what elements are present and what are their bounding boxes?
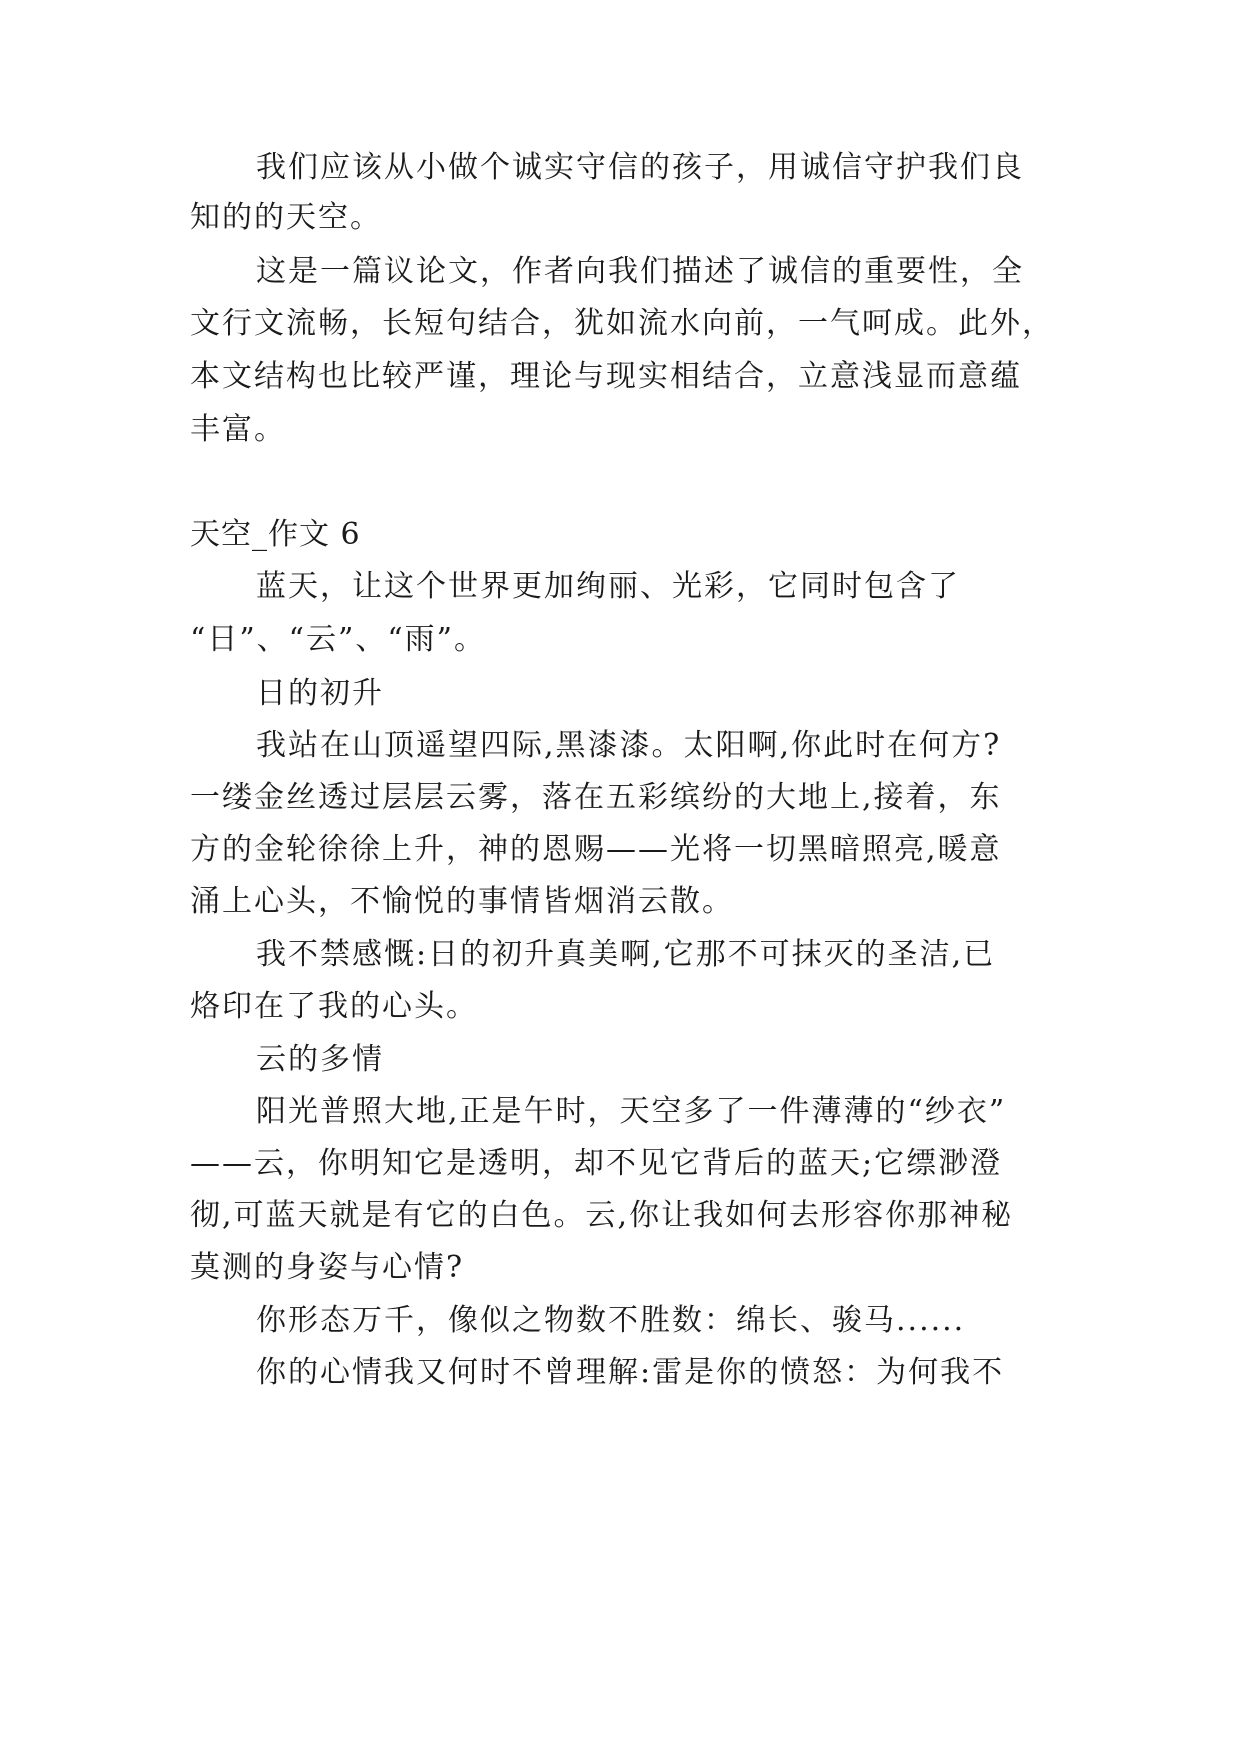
paragraph-line: 丰富。 [190,412,286,447]
paragraph-line: 阳光普照大地,正是午时，天空多了一件薄薄的“纱衣” [256,1094,1007,1129]
paragraph-line: 知的的天空。 [190,200,382,235]
paragraph-line: 烙印在了我的心头。 [190,989,478,1024]
paragraph-line: 彻,可蓝天就是有它的白色。云,你让我如何去形容你那神秘 [190,1198,1014,1233]
paragraph-line: 一缕金丝透过层层云雾，落在五彩缤纷的大地上,接着，东 [190,780,1002,815]
paragraph-line: 本文结构也比较严谨，理论与现实相结合，立意浅显而意蕴 [190,359,1022,394]
paragraph-line: 我站在山顶遥望四际,黑漆漆。太阳啊,你此时在何方? [256,728,1002,763]
paragraph-line: 蓝天，让这个世界更加绚丽、光彩，它同时包含了 [256,569,960,604]
paragraph-line: 我不禁感慨:日的初升真美啊,它那不可抹灭的圣洁,已 [256,937,996,972]
paragraph-line: 涌上心头，不愉悦的事情皆烟消云散。 [190,884,734,919]
subheading: 云的多情 [256,1042,384,1077]
paragraph-line: 这是一篇议论文，作者向我们描述了诚信的重要性，全 [256,254,1024,289]
paragraph-line: “日”、“云”、“雨”。 [190,622,487,657]
paragraph-line: 你的心情我又何时不曾理解:雷是你的愤怒：为何我不 [256,1355,1005,1390]
section-heading: 天空_作文 6 [190,517,361,552]
paragraph-line: 文行文流畅，长短句结合，犹如流水向前，一气呵成。此外， [190,306,1054,341]
paragraph-line: 方的金轮徐徐上升，神的恩赐——光将一切黑暗照亮,暖意 [190,832,1002,867]
paragraph-line: 我们应该从小做个诚实守信的孩子，用诚信守护我们良 [256,150,1024,185]
paragraph-line: ——云，你明知它是透明，却不见它背后的蓝天;它缥渺澄 [190,1146,1003,1181]
paragraph-line: 莫测的身姿与心情? [190,1250,465,1285]
subheading: 日的初升 [256,676,384,711]
paragraph-line: 你形态万千，像似之物数不胜数：绵长、骏马...... [256,1303,966,1338]
